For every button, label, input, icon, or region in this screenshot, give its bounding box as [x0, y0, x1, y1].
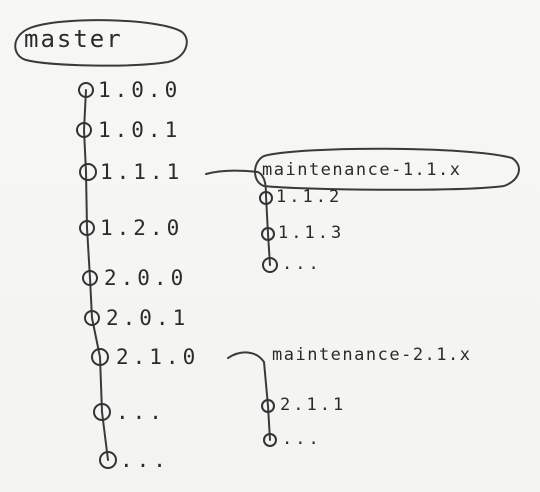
commit-node-1-1-1 — [80, 164, 96, 180]
branch-2-version-label: 2.1.1 — [280, 395, 347, 415]
branch-1-version-label: ... — [282, 254, 322, 274]
version-label: 2.0.1 — [106, 306, 190, 330]
branch-2-label: maintenance-2.1.x — [272, 345, 472, 365]
version-label: 1.1.1 — [100, 160, 184, 184]
master-label: master — [24, 25, 123, 53]
version-label: 2.0.0 — [104, 266, 188, 290]
branch-2-connector — [228, 352, 270, 440]
version-label: ... — [120, 448, 170, 472]
version-label: 1.2.0 — [100, 216, 184, 240]
version-label: ... — [116, 400, 166, 424]
branch-1-version-label: 1.1.3 — [278, 223, 345, 243]
version-label: 2.1.0 — [116, 345, 200, 369]
branch-2-version-label: ... — [282, 429, 322, 449]
version-label: 1.0.0 — [98, 78, 182, 102]
version-label: 1.0.1 — [98, 118, 182, 142]
branch-1-version-label: 1.1.2 — [276, 187, 343, 207]
branch-1-label: maintenance-1.1.x — [262, 160, 462, 180]
